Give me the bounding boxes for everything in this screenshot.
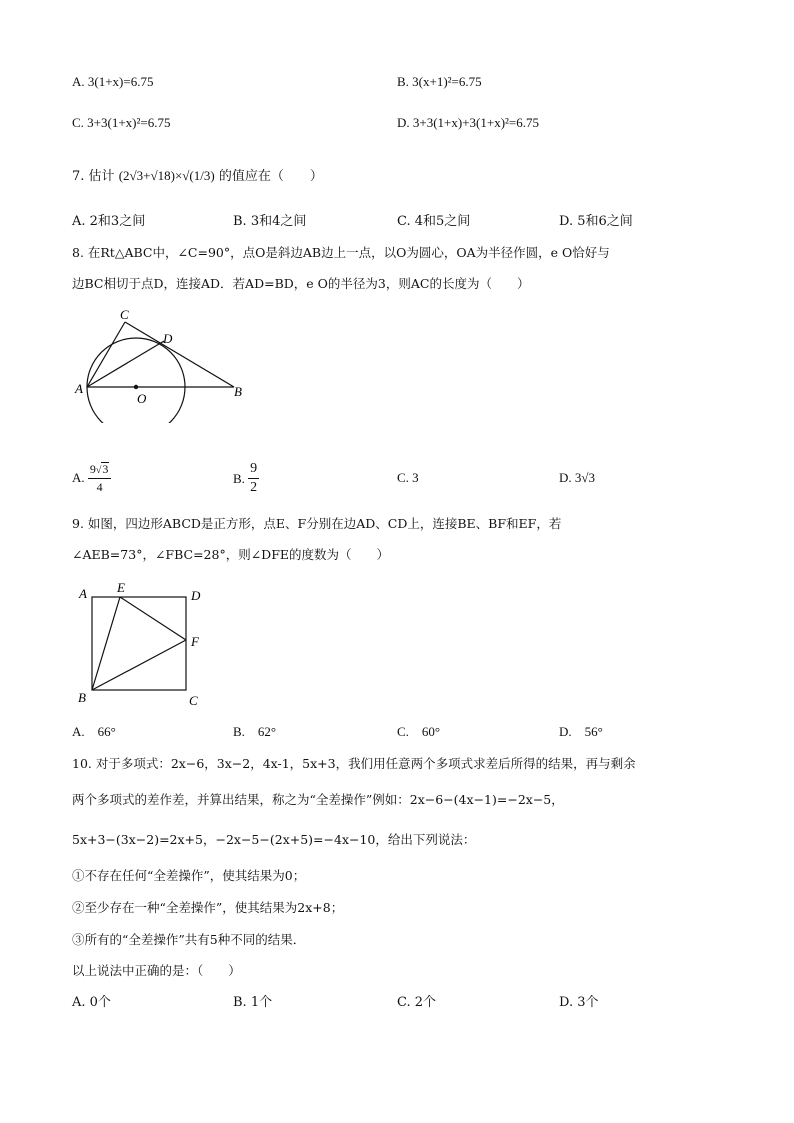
q10-statement-2: ②至少存在一种“全差操作”，使其结果为2x+8；	[72, 900, 344, 915]
q10-statement-1: ①不存在任何“全差操作”，使其结果为0；	[72, 868, 306, 883]
segment-ac	[87, 322, 125, 387]
q10-option-a: A. 0个	[72, 995, 111, 1010]
q10-option-d: D. 3个	[559, 995, 599, 1010]
label-a: A	[75, 381, 83, 396]
label-c: C	[120, 307, 129, 322]
q8-option-b: B. $\frac{9}{2}$	[233, 461, 258, 495]
q9-option-c: C. 60°	[397, 724, 441, 739]
q9-option-b: B. 62°	[233, 724, 277, 739]
label-b: B	[78, 690, 86, 705]
q7-suffix: 的值应在（ ）	[218, 169, 323, 184]
segment-ad	[87, 341, 164, 387]
q7-option-d: D. 5和6之间	[559, 214, 633, 229]
label-o: O	[137, 391, 147, 406]
q6-option-c: C. 3+3(1+x)²=6.75	[72, 115, 171, 130]
q8-stem-line2: 边BC相切于点D，连接AD．若AD=BD，e O的半径为3，则AC的长度为（ ）	[72, 276, 530, 291]
q6-option-a: A. 3(1+x)=6.75	[72, 74, 154, 89]
label-d: D	[191, 588, 201, 603]
q10-stem-line2: 两个多项式的差作差，并算出结果，称之为“全差操作”例如：2x−6−(4x−1)=−2x−5，	[72, 792, 564, 807]
q9-stem-line1: 9. 如图，四边形ABCD是正方形，点E、F分别在边AD、CD上，连接BE、BF和EF，若	[72, 516, 562, 531]
q10-option-c: C. 2个	[397, 995, 437, 1010]
q8-option-c: C. 3	[397, 470, 419, 485]
q10-option-b: B. 1个	[233, 995, 273, 1010]
q10-question: 以上说法中正确的是：（ ）	[72, 963, 241, 978]
label-f: F	[191, 634, 199, 649]
q8-option-d: D. 3√3	[559, 470, 596, 485]
label-e: E	[117, 580, 125, 595]
label-b: B	[234, 384, 242, 399]
q9-stem-line2: ∠AEB=73°，∠FBC=28°，则∠DFE的度数为（ ）	[72, 547, 389, 562]
q8-option-b-fraction: $\frac{9}{2}$	[250, 461, 258, 495]
q8-option-a-fraction: $\frac{9√3}{4}$	[88, 462, 112, 493]
q9-option-d: D. 56°	[559, 724, 603, 739]
q6-option-b: B. 3(x+1)²=6.75	[397, 74, 482, 89]
q7-stem	[72, 167, 323, 186]
segment-be	[92, 597, 120, 690]
label-c: C	[189, 693, 198, 708]
q9-figure	[72, 580, 212, 712]
q8-figure	[70, 303, 250, 423]
q10-stem-line1: 10. 对于多项式：2x−6，3x−2，4x-1，5x+3，我们用任意两个多项式求差后所得的结果，再与剩余	[72, 756, 636, 771]
center-point-o	[134, 385, 138, 389]
q7-prefix: 7. 估计	[72, 169, 115, 184]
q8-option-a: A. $\frac{9√3}{4}$	[72, 462, 111, 494]
q6-option-d: D. 3+3(1+x)+3(1+x)²=6.75	[397, 115, 540, 130]
q7-option-b: B. 3和4之间	[233, 214, 307, 229]
q7-expression: (2√3+√18)×√(1/3)	[118, 168, 215, 183]
q7-option-a: A. 2和3之间	[72, 214, 146, 229]
q8-stem-line1: 8. 在Rt△ABC中，∠C=90°，点O是斜边AB边上一点，以O为圆心，OA为半径作圆，e O恰好与	[72, 245, 610, 260]
label-d: D	[163, 331, 173, 346]
q10-stem-line3: 5x+3−(3x−2)=2x+5，−2x−5−(2x+5)=−4x−10，给出下列说法：	[72, 832, 476, 847]
segment-ef	[120, 597, 186, 640]
segment-bf	[92, 640, 186, 690]
q10-statement-3: ③所有的“全差操作”共有5种不同的结果．	[72, 932, 306, 947]
label-a: A	[79, 586, 87, 601]
q7-option-c: C. 4和5之间	[397, 214, 471, 229]
q9-option-a: A. 66°	[72, 724, 116, 739]
circle-o	[87, 338, 185, 423]
